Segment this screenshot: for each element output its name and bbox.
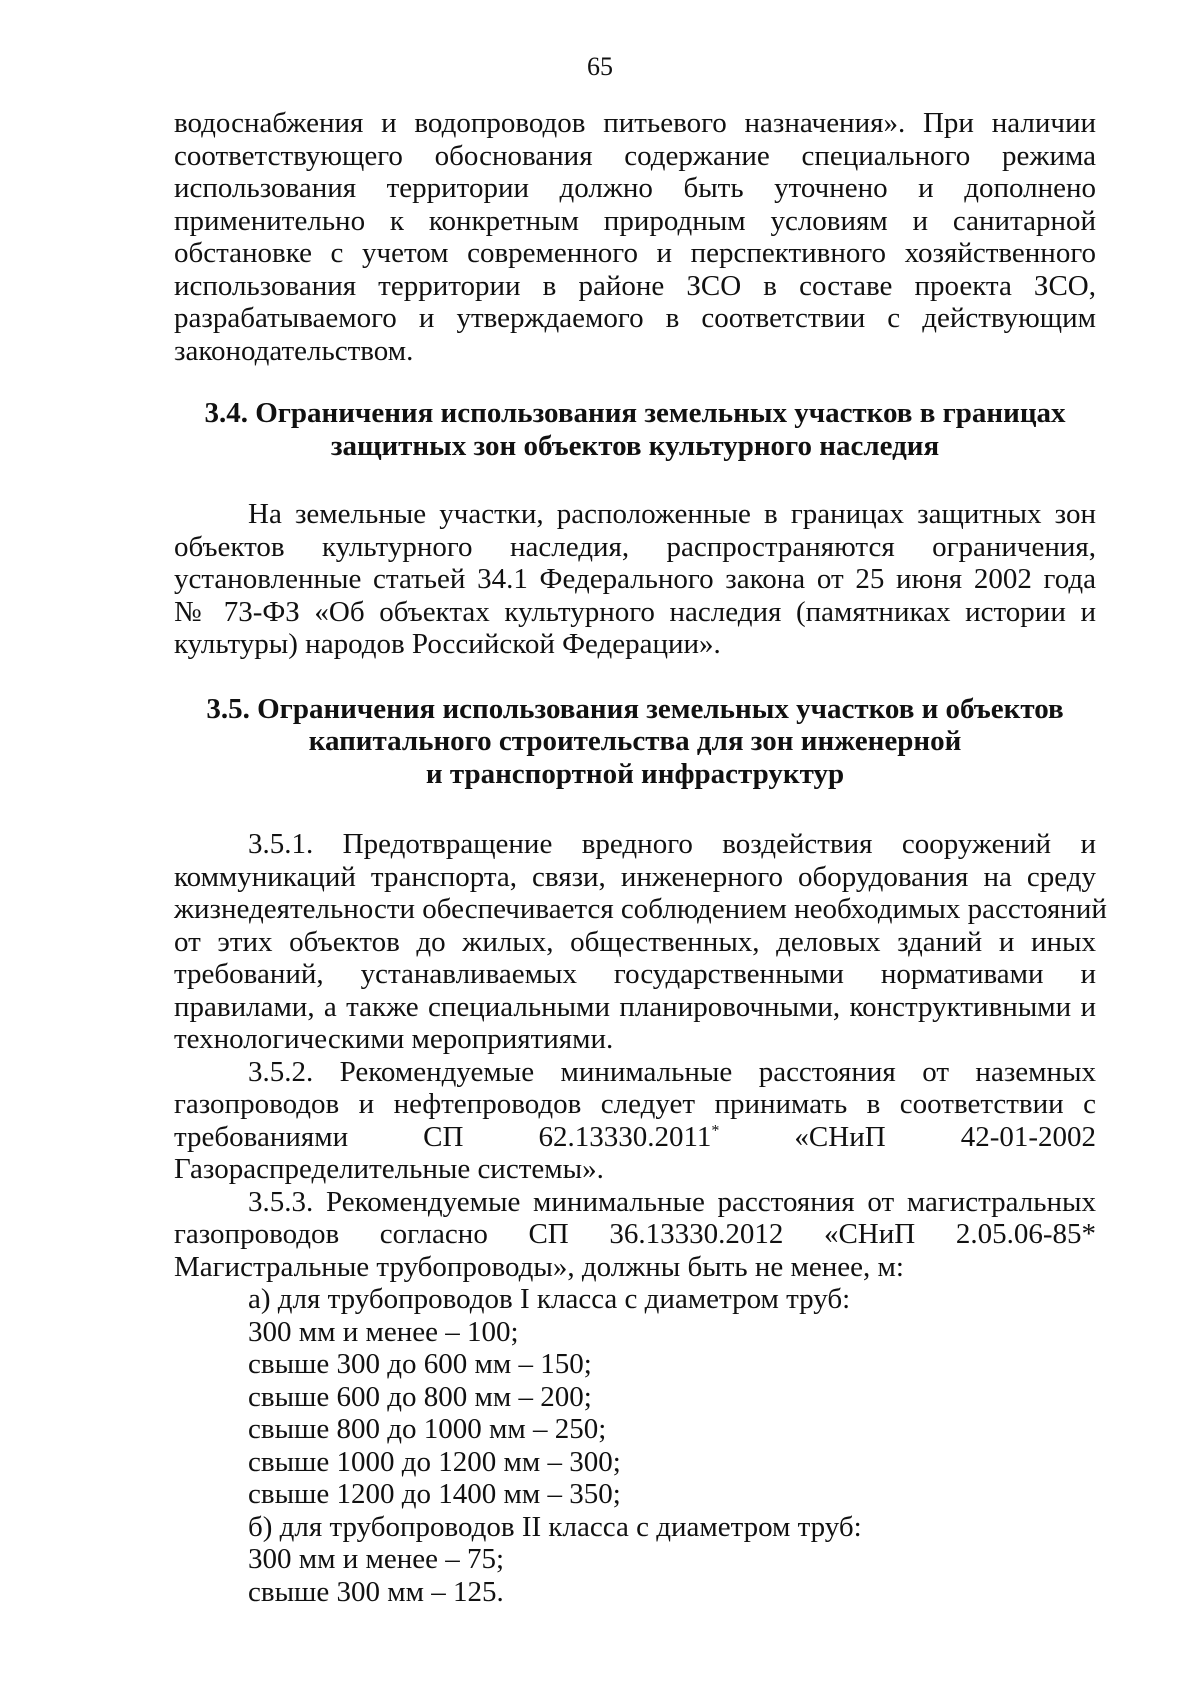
text-fragment: «СНиП 42-01-2002: [719, 1120, 1097, 1153]
clause-3-5-3: [174, 1186, 1096, 1284]
text-line: установленные статьей 34.1 Федерального закона от 25 июня 2002 года: [174, 563, 1096, 595]
list-item: свыше 1000 до 1200 мм – 300;: [248, 1445, 621, 1478]
text-line: газопроводов согласно СП 36.13330.2012 «СНиП 2.05.06-85*: [174, 1218, 1096, 1250]
text-fragment: требованиями СП 62.13330.2011: [174, 1120, 712, 1153]
footnote-mark: *: [711, 1121, 720, 1139]
heading-line: 3.4. Ограничения использования земельных участков в границах: [204, 397, 1066, 429]
section-3-4-paragraph: [174, 498, 1096, 661]
heading-line: и транспортной инфраструктур: [425, 757, 845, 790]
text-line: Магистральные трубопроводы», должны быть не менее, м:: [174, 1250, 904, 1283]
text-line: водоснабжения и водопроводов питьевого назначения». При наличии: [174, 107, 1096, 139]
clause-3-5-2: [174, 1056, 1096, 1186]
text-line: 3.5.1. Предотвращение вредного воздействия сооружений и: [248, 828, 1096, 860]
list-item: свыше 1200 до 1400 мм – 350;: [248, 1478, 621, 1510]
text-line: технологическими мероприятиями.: [174, 1023, 614, 1055]
section-3-4-heading: [174, 397, 1096, 462]
list-item: а) для трубопроводов I класса с диаметром труб:: [248, 1283, 851, 1315]
clause-3-5-1: [174, 828, 1107, 1056]
text-line: правилами, а также специальными планировочными, конструктивными и: [174, 990, 1096, 1023]
text-line: от этих объектов до жилых, общественных, деловых зданий и иных: [174, 925, 1096, 958]
text-line: № 73-ФЗ «Об объектах культурного наследия (памятниках истории и: [174, 595, 1096, 628]
heading-line: капитального строительства для зон инженерной: [308, 725, 962, 757]
text-line: объектов культурного наследия, распространяются ограничения,: [174, 530, 1096, 563]
text-line: культуры) народов Российской Федерации».: [174, 628, 721, 660]
page-content: [174, 107, 1107, 1608]
text-line: Газораспределительные системы».: [174, 1153, 604, 1185]
page-number: 65: [587, 52, 613, 81]
text-line: коммуникаций транспорта, связи, инженерного оборудования на среду: [174, 860, 1096, 893]
list-item: свыше 600 до 800 мм – 200;: [248, 1380, 592, 1413]
list-item: 300 мм и менее – 75;: [248, 1543, 505, 1575]
text-line: [174, 1121, 1096, 1154]
list-item: 300 мм и менее – 100;: [248, 1315, 519, 1348]
section-3-5-heading: [174, 693, 1096, 791]
text-line: соответствующего обоснования содержание специального режима: [174, 139, 1096, 172]
text-line: 3.5.2. Рекомендуемые минимальные расстояния от наземных: [248, 1055, 1096, 1088]
text-line: На земельные участки, расположенные в границах защитных зон: [248, 498, 1096, 530]
intro-paragraph: [174, 107, 1096, 367]
text-line: обстановке с учетом современного и перспективного хозяйственного: [174, 237, 1096, 269]
list-item: свыше 800 до 1000 мм – 250;: [248, 1413, 607, 1445]
text-line: газопроводов и нефтепроводов следует принимать в соответствии с: [174, 1088, 1096, 1120]
heading-line: защитных зон объектов культурного наследия: [330, 429, 940, 462]
text-line: использования территории в районе ЗСО в составе проекта ЗСО,: [174, 269, 1096, 302]
text-line: жизнедеятельности обеспечивается соблюдением необходимых расстояний: [174, 893, 1107, 925]
list-item: б) для трубопроводов II класса с диаметром труб:: [248, 1510, 862, 1543]
text-line: использования территории должно быть уточнено и дополнено: [174, 172, 1096, 204]
text-line: 3.5.3. Рекомендуемые минимальные расстояния от магистральных: [248, 1185, 1096, 1218]
text-line: законодательством.: [174, 334, 414, 367]
text-line: разрабатываемого и утверждаемого в соответствии с действующим: [174, 302, 1096, 334]
heading-line: 3.5. Ограничения использования земельных участков и объектов: [206, 692, 1064, 725]
list-item: свыше 300 до 600 мм – 150;: [248, 1348, 592, 1380]
list-item: свыше 300 мм – 125.: [248, 1575, 504, 1608]
distance-list: [174, 1283, 1096, 1608]
text-line: применительно к конкретным природным условиям и санитарной: [174, 204, 1096, 237]
text-line: требований, устанавливаемых государственными нормативами и: [174, 958, 1096, 990]
